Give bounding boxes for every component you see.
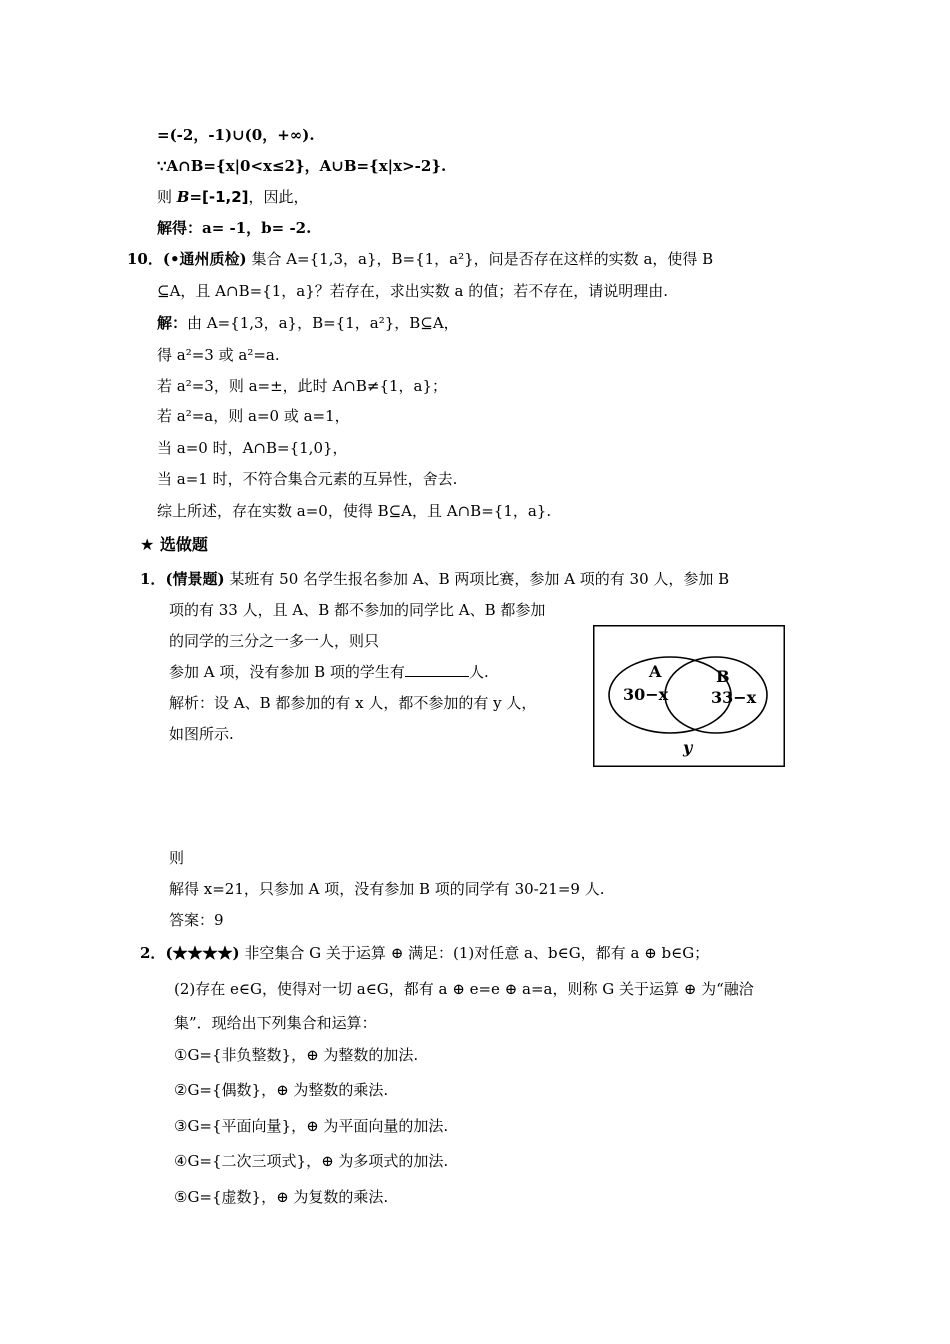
text-line: 解得：a= -1，b= -2. xyxy=(157,219,312,237)
text-line: 则 B=[-1,2]，因此， xyxy=(157,188,309,206)
text-line: 解析：设 A、B 都参加的有 x 人，都不参加的有 y 人， xyxy=(169,694,537,712)
text-line: 解得 x=21，只参加 A 项，没有参加 B 项的同学有 30-21=9 人. xyxy=(169,880,605,898)
text-line: 综上所述，存在实数 a=0，使得 B⊆A，且 A∩B={1，a}. xyxy=(157,502,552,520)
text-line: 得 a²=3 或 a²=a. xyxy=(157,346,280,364)
section-title: 选做题 xyxy=(159,535,208,554)
venn-expr-b: 33−x xyxy=(711,688,757,707)
problem-2-header: 2．(★★★★) 非空集合 G 关于运算 ⊕ 满足：(1)对任意 a、b∈G，都有 a ⊕ b∈G； xyxy=(140,944,710,962)
text-line: 若 a²=3，则 a=±，此时 A∩B≠{1，a}； xyxy=(157,377,448,395)
venn-label-y: y xyxy=(683,738,693,757)
answer-blank xyxy=(405,662,469,677)
text-line: 若 a²=a，则 a=0 或 a=1， xyxy=(157,407,350,425)
text-line: 如图所示. xyxy=(169,725,234,743)
text-line: 当 a=0 时，A∩B={1,0}， xyxy=(157,439,348,457)
list-item: ⑤G={虚数}，⊕ 为复数的乘法. xyxy=(174,1188,389,1206)
text-line: =(-2，-1)∪(0，+∞). xyxy=(157,126,315,144)
problem-1-header: 1．(情景题) 某班有 50 名学生报名参加 A、B 两项比赛，参加 A 项的有 30 人，参加 B xyxy=(140,570,730,588)
section-heading xyxy=(140,535,208,555)
text-line: (2)存在 e∈G，使得对一切 a∈G，都有 a ⊕ e=e ⊕ a=a，则称 G 关于运算 ⊕ 为“融洽 xyxy=(174,980,754,998)
venn-diagram xyxy=(593,625,785,767)
list-item: ④G={二次三项式}，⊕ 为多项式的加法. xyxy=(174,1152,449,1170)
text-line: 参加 A 项，没有参加 B 项的学生有 人. xyxy=(169,663,489,681)
text-line: 集”．现给出下列集合和运算： xyxy=(174,1014,377,1032)
answer-line: 答案：9 xyxy=(169,911,224,929)
text-line: ∵A∩B={x|0<x≤2}，A∪B={x|x>-2}. xyxy=(157,157,447,175)
venn-expr-a: 30−x xyxy=(623,685,669,704)
text-line: 的同学的三分之一多一人，则只 xyxy=(169,632,380,650)
text-line: 项的有 33 人，且 A、B 都不参加的同学比 A、B 都参加 xyxy=(169,601,546,619)
venn-label-b: B xyxy=(716,667,730,686)
list-item: ①G={非负整数}，⊕ 为整数的加法. xyxy=(174,1046,419,1064)
question-10-header: 10．(•通州质检) 集合 A={1,3，a}，B={1，a²}，问是否存在这样的实数 a，使得 B xyxy=(127,250,714,268)
venn-label-a: A xyxy=(649,662,662,681)
text-line: 则 xyxy=(169,849,185,867)
star-icon: ★ xyxy=(140,535,155,554)
solution-line: 解：由 A={1,3，a}，B={1，a²}，B⊆A， xyxy=(157,314,459,332)
text-line: ⊆A，且 A∩B={1，a}？若存在，求出实数 a 的值；若不存在，请说明理由. xyxy=(157,282,668,300)
list-item: ②G={偶数}，⊕ 为整数的乘法. xyxy=(174,1081,389,1099)
text-line: 当 a=1 时，不符合集合元素的互异性，舍去. xyxy=(157,470,458,488)
list-item: ③G={平面向量}，⊕ 为平面向量的加法. xyxy=(174,1117,449,1135)
